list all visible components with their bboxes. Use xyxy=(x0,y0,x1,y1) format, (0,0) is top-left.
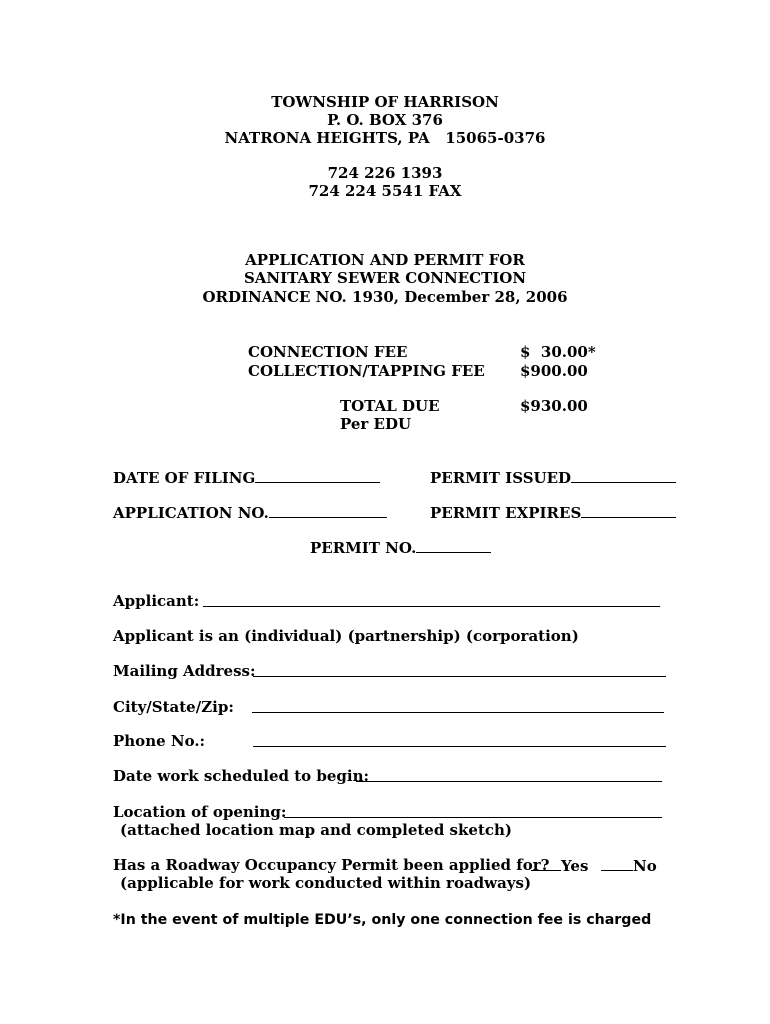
title-line-1: APPLICATION AND PERMIT FOR xyxy=(245,251,525,269)
phone-no-label: Phone No.: xyxy=(113,732,206,750)
connection-fee-value: $ 30.00* xyxy=(520,343,596,361)
location-opening-label: Location of opening: xyxy=(113,803,287,821)
title-line-2: SANITARY SEWER CONNECTION xyxy=(243,269,527,287)
mailing-address-label: Mailing Address: xyxy=(113,662,256,680)
tapping-fee-label: COLLECTION/TAPPING FEE xyxy=(248,362,485,380)
org-name: TOWNSHIP OF HARRISON xyxy=(271,93,499,111)
permit-expires-label: PERMIT EXPIRES xyxy=(430,504,582,522)
permit-issued-line[interactable] xyxy=(571,468,676,483)
per-edu-label: Per EDU xyxy=(340,415,412,433)
date-of-filing-label: DATE OF FILING xyxy=(113,469,256,487)
mailing-address-input-line[interactable] xyxy=(253,662,666,677)
applicant-input-line[interactable] xyxy=(203,592,660,607)
roadway-note: (applicable for work conducted within roadways) xyxy=(120,874,532,892)
city-address: NATRONA HEIGHTS, PA 15065-0376 xyxy=(224,129,546,147)
no-blank[interactable] xyxy=(601,856,633,871)
phone-number: 724 226 1393 xyxy=(327,164,443,182)
total-due-label: TOTAL DUE xyxy=(340,397,440,415)
fax-number: 724 224 5541 FAX xyxy=(308,182,462,200)
po-box: P. O. BOX 376 xyxy=(327,111,443,129)
permit-issued-label: PERMIT ISSUED xyxy=(430,469,572,487)
title-ordinance: ORDINANCE NO. 1930, December 28, 2006 xyxy=(202,288,568,306)
permit-expires-line[interactable] xyxy=(581,503,676,518)
phone-no-input-line[interactable] xyxy=(253,732,666,747)
footnote: *In the event of multiple EDU’s, only one connection fee is charged xyxy=(113,912,652,928)
permit-no-field[interactable] xyxy=(310,538,491,557)
applicant-type-text: Applicant is an (individual) (partnership) (corporation) xyxy=(113,627,579,645)
permit-no-line[interactable] xyxy=(416,538,491,553)
roadway-question: Has a Roadway Occupancy Permit been applied for? xyxy=(113,856,550,874)
applicant-label: Applicant: xyxy=(113,592,200,610)
application-no-field[interactable] xyxy=(113,503,387,522)
tapping-fee-value: $900.00 xyxy=(520,362,588,380)
permit-issued-field[interactable] xyxy=(430,468,676,487)
location-note: (attached location map and completed sketch) xyxy=(120,821,513,839)
total-due-value: $930.00 xyxy=(520,397,588,415)
yes-blank[interactable] xyxy=(531,856,561,871)
city-state-zip-input-line[interactable] xyxy=(252,698,664,713)
application-no-label: APPLICATION NO. xyxy=(113,504,269,522)
application-no-line[interactable] xyxy=(269,503,387,518)
location-opening-input-line[interactable] xyxy=(284,803,662,818)
date-work-label: Date work scheduled to begin: xyxy=(113,767,370,785)
city-state-zip-label: City/State/Zip: xyxy=(113,698,234,716)
yes-label: Yes xyxy=(561,857,589,875)
date-of-filing-field[interactable] xyxy=(113,468,380,487)
no-option[interactable] xyxy=(601,856,657,875)
permit-no-label: PERMIT NO. xyxy=(310,539,417,557)
date-work-input-line[interactable] xyxy=(356,767,662,782)
no-label: No xyxy=(633,857,657,875)
connection-fee-label: CONNECTION FEE xyxy=(248,343,408,361)
yes-option[interactable] xyxy=(531,856,588,875)
permit-expires-field[interactable] xyxy=(430,503,676,522)
date-of-filing-line[interactable] xyxy=(255,468,380,483)
